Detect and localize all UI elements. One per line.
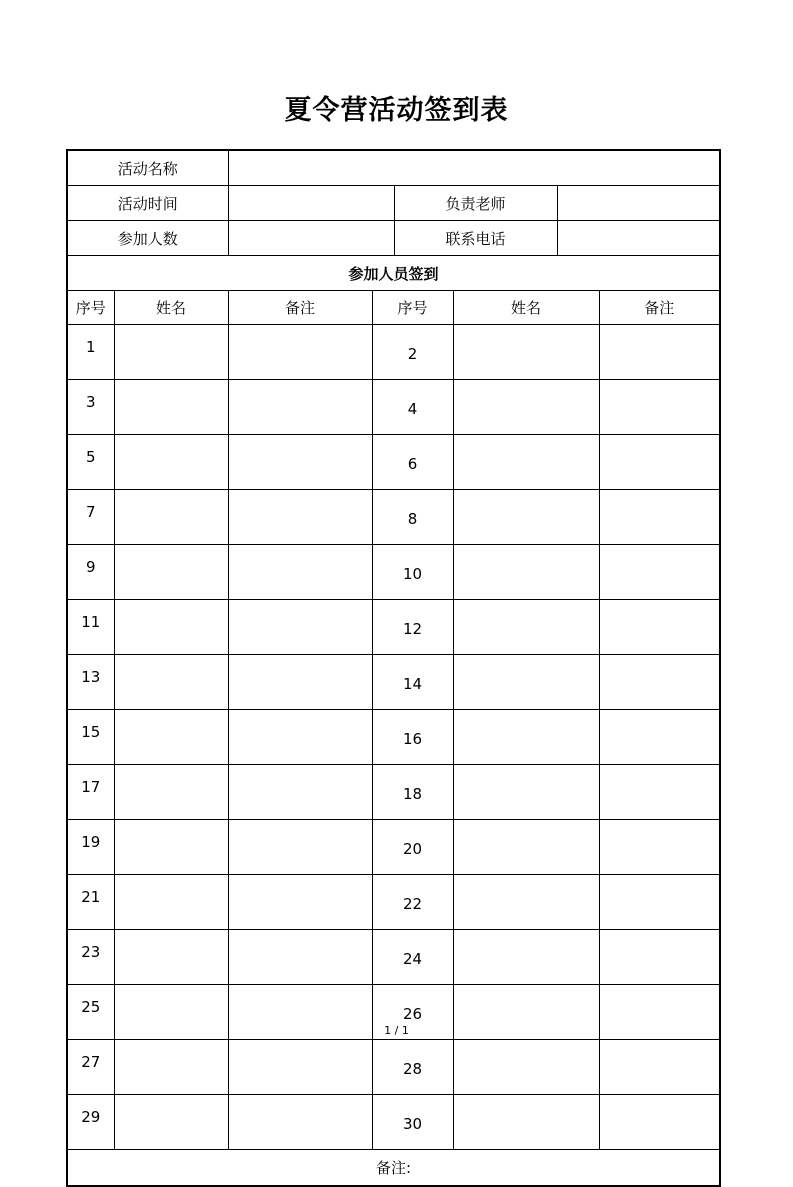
name-cell-left[interactable] bbox=[114, 875, 228, 930]
remark-cell-left[interactable] bbox=[228, 930, 372, 985]
table-row bbox=[67, 875, 720, 930]
name-header-left: 姓名 bbox=[114, 291, 228, 325]
name-cell-right[interactable] bbox=[453, 545, 599, 600]
table-row bbox=[67, 655, 720, 710]
seq-number-left: 29 bbox=[67, 1095, 114, 1150]
name-cell-right[interactable] bbox=[453, 875, 599, 930]
teacher-label: 负责老师 bbox=[394, 186, 557, 221]
name-header-right: 姓名 bbox=[453, 291, 599, 325]
table-row bbox=[67, 380, 720, 435]
seq-header-right: 序号 bbox=[372, 291, 453, 325]
seq-number-left: 11 bbox=[67, 600, 114, 655]
name-cell-right[interactable] bbox=[453, 380, 599, 435]
remark-cell-left[interactable] bbox=[228, 435, 372, 490]
table-row bbox=[67, 710, 720, 765]
table-row bbox=[67, 435, 720, 490]
remark-cell-right[interactable] bbox=[599, 930, 720, 985]
page-title: 夏令营活动签到表 bbox=[284, 95, 509, 126]
seq-number-left: 13 bbox=[67, 655, 114, 710]
page-number: 1 / 1 bbox=[384, 1024, 409, 1037]
name-cell-right[interactable] bbox=[453, 1095, 599, 1150]
seq-number-right: 2 bbox=[372, 325, 453, 380]
remark-cell-left[interactable] bbox=[228, 1040, 372, 1095]
remark-cell-right[interactable] bbox=[599, 710, 720, 765]
seq-number-right: 4 bbox=[372, 380, 453, 435]
table-row bbox=[67, 600, 720, 655]
remark-header-right: 备注 bbox=[599, 291, 720, 325]
phone-field[interactable] bbox=[557, 221, 720, 256]
seq-number-left: 5 bbox=[67, 435, 114, 490]
seq-number-right: 22 bbox=[372, 875, 453, 930]
seq-number-right: 26 bbox=[372, 985, 453, 1040]
remark-cell-left[interactable] bbox=[228, 1095, 372, 1150]
name-cell-left[interactable] bbox=[114, 490, 228, 545]
name-cell-left[interactable] bbox=[114, 930, 228, 985]
remark-cell-left[interactable] bbox=[228, 710, 372, 765]
remark-cell-right[interactable] bbox=[599, 325, 720, 380]
seq-header-left: 序号 bbox=[67, 291, 114, 325]
note-row bbox=[67, 1150, 720, 1187]
remark-cell-right[interactable] bbox=[599, 875, 720, 930]
remark-cell-left[interactable] bbox=[228, 765, 372, 820]
name-cell-left[interactable] bbox=[114, 380, 228, 435]
seq-number-left: 25 bbox=[67, 985, 114, 1040]
remark-cell-right[interactable] bbox=[599, 765, 720, 820]
remark-cell-left[interactable] bbox=[228, 655, 372, 710]
remark-cell-left[interactable] bbox=[228, 380, 372, 435]
name-cell-right[interactable] bbox=[453, 325, 599, 380]
activity-time-label: 活动时间 bbox=[67, 186, 228, 221]
name-cell-right[interactable] bbox=[453, 1040, 599, 1095]
activity-name-label: 活动名称 bbox=[67, 150, 228, 186]
seq-number-right: 18 bbox=[372, 765, 453, 820]
participant-count-label: 参加人数 bbox=[67, 221, 228, 256]
participant-count-field[interactable] bbox=[228, 221, 394, 256]
seq-number-left: 1 bbox=[67, 325, 114, 380]
name-cell-left[interactable] bbox=[114, 545, 228, 600]
name-cell-right[interactable] bbox=[453, 490, 599, 545]
name-cell-left[interactable] bbox=[114, 765, 228, 820]
remark-cell-right[interactable] bbox=[599, 1095, 720, 1150]
remark-cell-left[interactable] bbox=[228, 325, 372, 380]
seq-number-left: 3 bbox=[67, 380, 114, 435]
remark-header-left: 备注 bbox=[228, 291, 372, 325]
table-row bbox=[67, 1040, 720, 1095]
remark-cell-left[interactable] bbox=[228, 545, 372, 600]
seq-number-right: 8 bbox=[372, 490, 453, 545]
remark-cell-right[interactable] bbox=[599, 655, 720, 710]
remark-cell-right[interactable] bbox=[599, 380, 720, 435]
seq-number-right: 6 bbox=[372, 435, 453, 490]
name-cell-right[interactable] bbox=[453, 710, 599, 765]
name-cell-left[interactable] bbox=[114, 820, 228, 875]
name-cell-right[interactable] bbox=[453, 600, 599, 655]
note-label[interactable]: 备注: bbox=[67, 1150, 720, 1187]
seq-number-right: 14 bbox=[372, 655, 453, 710]
seq-number-left: 21 bbox=[67, 875, 114, 930]
name-cell-left[interactable] bbox=[114, 325, 228, 380]
table-row bbox=[67, 820, 720, 875]
seq-number-left: 17 bbox=[67, 765, 114, 820]
name-cell-left[interactable] bbox=[114, 1095, 228, 1150]
activity-time-row bbox=[67, 186, 720, 221]
remark-cell-left[interactable] bbox=[228, 490, 372, 545]
name-cell-left[interactable] bbox=[114, 435, 228, 490]
remark-cell-right[interactable] bbox=[599, 600, 720, 655]
name-cell-left[interactable] bbox=[114, 655, 228, 710]
name-cell-right[interactable] bbox=[453, 930, 599, 985]
table-row bbox=[67, 490, 720, 545]
teacher-field[interactable] bbox=[557, 186, 720, 221]
table-row bbox=[67, 930, 720, 985]
table-row bbox=[67, 325, 720, 380]
table-row bbox=[67, 545, 720, 600]
seq-number-right: 24 bbox=[372, 930, 453, 985]
table-row bbox=[67, 765, 720, 820]
seq-number-left: 15 bbox=[67, 710, 114, 765]
activity-name-field[interactable] bbox=[228, 150, 720, 186]
seq-number-left: 9 bbox=[67, 545, 114, 600]
table-row bbox=[67, 1095, 720, 1150]
name-cell-right[interactable] bbox=[453, 655, 599, 710]
remark-cell-right[interactable] bbox=[599, 435, 720, 490]
name-cell-right[interactable] bbox=[453, 435, 599, 490]
seq-number-right: 12 bbox=[372, 600, 453, 655]
remark-cell-right[interactable] bbox=[599, 820, 720, 875]
seq-number-right: 10 bbox=[372, 545, 453, 600]
name-cell-left[interactable] bbox=[114, 710, 228, 765]
name-cell-left[interactable] bbox=[114, 600, 228, 655]
seq-number-right: 16 bbox=[372, 710, 453, 765]
seq-number-right: 28 bbox=[372, 1040, 453, 1095]
activity-time-field[interactable] bbox=[228, 186, 394, 221]
seq-number-left: 19 bbox=[67, 820, 114, 875]
column-header-row bbox=[67, 291, 720, 325]
name-cell-right[interactable] bbox=[453, 765, 599, 820]
seq-number-right: 30 bbox=[372, 1095, 453, 1150]
remark-cell-left[interactable] bbox=[228, 875, 372, 930]
participant-count-row bbox=[67, 221, 720, 256]
remark-cell-right[interactable] bbox=[599, 1040, 720, 1095]
seq-number-right: 20 bbox=[372, 820, 453, 875]
seq-number-left: 27 bbox=[67, 1040, 114, 1095]
remark-cell-right[interactable] bbox=[599, 545, 720, 600]
section-header-row bbox=[67, 256, 720, 291]
phone-label: 联系电话 bbox=[394, 221, 557, 256]
seq-number-left: 23 bbox=[67, 930, 114, 985]
name-cell-left[interactable] bbox=[114, 1040, 228, 1095]
name-cell-right[interactable] bbox=[453, 820, 599, 875]
remark-cell-right[interactable] bbox=[599, 490, 720, 545]
remark-cell-left[interactable] bbox=[228, 820, 372, 875]
seq-number-left: 7 bbox=[67, 490, 114, 545]
section-title: 参加人员签到 bbox=[67, 256, 720, 291]
remark-cell-left[interactable] bbox=[228, 600, 372, 655]
activity-name-row bbox=[67, 150, 720, 186]
